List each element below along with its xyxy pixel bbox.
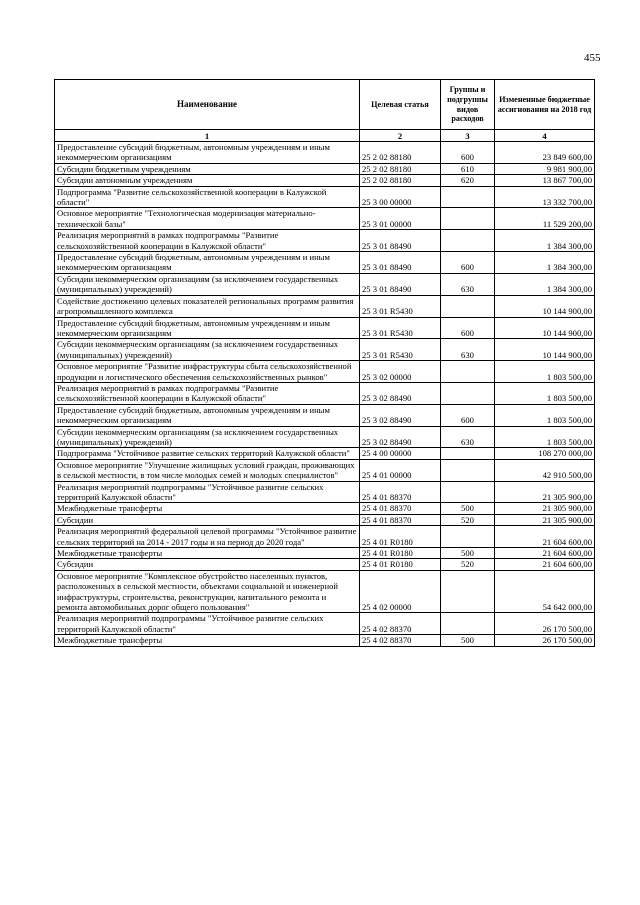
row-name: Основное мероприятие "Улучшение жилищных условий граждан, проживающих в сельской местности, в том числе молодых семей и молодых специалистов" — [55, 459, 360, 481]
header-name: Наименование — [55, 80, 360, 130]
table-row — [55, 448, 595, 459]
column-number: 2 — [360, 130, 441, 142]
row-amount: 21 604 600,00 — [495, 526, 595, 548]
row-amount: 11 529 200,00 — [495, 208, 595, 230]
row-target-article: 25 4 01 00000 — [360, 459, 441, 481]
row-target-article: 25 3 02 88490 — [360, 404, 441, 426]
row-expense-group: 600 — [441, 252, 495, 274]
row-expense-group — [441, 613, 495, 635]
table-row — [55, 404, 595, 426]
table-row — [55, 570, 595, 613]
row-target-article: 25 4 01 88370 — [360, 514, 441, 525]
row-name: Субсидии некоммерческим организациям (за исключением государственных (муниципальных) учреждений) — [55, 273, 360, 295]
row-expense-group: 520 — [441, 514, 495, 525]
row-expense-group: 500 — [441, 548, 495, 559]
row-expense-group — [441, 361, 495, 383]
table-row — [55, 295, 595, 317]
row-target-article: 25 4 01 88370 — [360, 503, 441, 514]
row-name: Реализация мероприятий подпрограммы "Устойчивое развитие сельских территорий Калужской области" — [55, 481, 360, 503]
row-amount: 23 849 600,00 — [495, 142, 595, 164]
row-name: Реализация мероприятий федеральной целевой программы "Устойчивое развитие сельских территорий на 2014 - 2017 годы и на период до 2020 года" — [55, 526, 360, 548]
table-row — [55, 186, 595, 208]
row-expense-group: 520 — [441, 559, 495, 570]
row-name: Субсидии — [55, 559, 360, 570]
row-expense-group: 610 — [441, 163, 495, 174]
row-target-article: 25 4 00 00000 — [360, 448, 441, 459]
table-row — [55, 613, 595, 635]
row-amount: 21 305 900,00 — [495, 514, 595, 525]
row-expense-group — [441, 186, 495, 208]
row-amount: 42 910 500,00 — [495, 459, 595, 481]
row-target-article: 25 3 02 88490 — [360, 382, 441, 404]
row-name: Предоставление субсидий бюджетным, автономным учреждениям и иным некоммерческим организациям — [55, 252, 360, 274]
header-target-article: Целевая статья — [360, 80, 441, 130]
row-name: Межбюджетные трансферты — [55, 548, 360, 559]
row-expense-group: 600 — [441, 404, 495, 426]
row-target-article: 25 3 01 00000 — [360, 208, 441, 230]
row-name: Предоставление субсидий бюджетным, автономным учреждениям и иным некоммерческим организациям — [55, 142, 360, 164]
table-row — [55, 317, 595, 339]
table-row — [55, 559, 595, 570]
row-target-article: 25 2 02 88180 — [360, 142, 441, 164]
row-amount: 1 384 300,00 — [495, 230, 595, 252]
column-number-row — [55, 130, 595, 142]
table-row — [55, 526, 595, 548]
table-row — [55, 175, 595, 186]
row-target-article: 25 3 02 88490 — [360, 426, 441, 448]
table-row — [55, 503, 595, 514]
row-expense-group — [441, 459, 495, 481]
row-target-article: 25 3 02 00000 — [360, 361, 441, 383]
row-target-article: 25 2 02 88180 — [360, 163, 441, 174]
row-amount: 10 144 900,00 — [495, 339, 595, 361]
row-amount: 13 332 700,00 — [495, 186, 595, 208]
row-amount: 21 604 600,00 — [495, 548, 595, 559]
row-expense-group: 630 — [441, 339, 495, 361]
header-expense-groups: Группы и подгруппы видов расходов — [441, 80, 495, 130]
row-name: Субсидии бюджетным учреждениям — [55, 163, 360, 174]
row-name: Содействие достижению целевых показателей региональных программ развития агропромышленного комплекса — [55, 295, 360, 317]
row-amount: 1 803 500,00 — [495, 426, 595, 448]
row-expense-group: 500 — [441, 635, 495, 646]
row-target-article: 25 3 01 88490 — [360, 273, 441, 295]
table-row — [55, 382, 595, 404]
page-number: 455 — [584, 52, 601, 64]
row-name: Межбюджетные трансферты — [55, 635, 360, 646]
row-target-article: 25 4 01 R0180 — [360, 548, 441, 559]
row-name: Реализация мероприятий подпрограммы "Устойчивое развитие сельских территорий Калужской области" — [55, 613, 360, 635]
row-target-article: 25 4 02 00000 — [360, 570, 441, 613]
row-amount: 1 803 500,00 — [495, 382, 595, 404]
row-target-article: 25 2 02 88180 — [360, 175, 441, 186]
row-name: Основное мероприятие "Комплексное обустройство населенных пунктов, расположенных в сельской местности, объектами социальной и инженерной инфраструктуры, строительства, реконструкции, капитального ремонта и ремонта автомобильных дорог общего пользования" — [55, 570, 360, 613]
row-expense-group — [441, 481, 495, 503]
table-row — [55, 481, 595, 503]
row-expense-group — [441, 230, 495, 252]
table-row — [55, 273, 595, 295]
row-name: Основное мероприятие "Технологическая модернизация материально-технической базы" — [55, 208, 360, 230]
table-row — [55, 208, 595, 230]
row-name: Субсидии — [55, 514, 360, 525]
table-row — [55, 548, 595, 559]
row-amount: 10 144 900,00 — [495, 317, 595, 339]
table-row — [55, 163, 595, 174]
row-amount: 1 803 500,00 — [495, 404, 595, 426]
row-expense-group: 620 — [441, 175, 495, 186]
row-target-article: 25 3 00 00000 — [360, 186, 441, 208]
table-row — [55, 339, 595, 361]
row-target-article: 25 3 01 R5430 — [360, 295, 441, 317]
row-target-article: 25 4 02 88370 — [360, 613, 441, 635]
row-name: Реализация мероприятий в рамках подпрограммы "Развитие сельскохозяйственной кооперации в Калужской области" — [55, 382, 360, 404]
row-name: Субсидии некоммерческим организациям (за исключением государственных (муниципальных) учреждений) — [55, 339, 360, 361]
table-row — [55, 230, 595, 252]
row-amount: 10 144 900,00 — [495, 295, 595, 317]
table-row — [55, 361, 595, 383]
row-name: Подпрограмма "Устойчивое развитие сельских территорий Калужской области" — [55, 448, 360, 459]
row-amount: 9 981 900,00 — [495, 163, 595, 174]
table-row — [55, 459, 595, 481]
row-expense-group: 630 — [441, 273, 495, 295]
table-row — [55, 426, 595, 448]
row-expense-group — [441, 295, 495, 317]
table-row — [55, 635, 595, 646]
row-target-article: 25 4 02 88370 — [360, 635, 441, 646]
row-expense-group — [441, 382, 495, 404]
row-amount: 54 642 000,00 — [495, 570, 595, 613]
row-amount: 26 170 500,00 — [495, 635, 595, 646]
budget-table — [54, 79, 595, 647]
table-row — [55, 142, 595, 164]
row-expense-group — [441, 208, 495, 230]
row-target-article: 25 3 01 88490 — [360, 252, 441, 274]
row-name: Основное мероприятие "Развитие инфраструктуры сбыта сельскохозяйственной продукции и логистического обеспечения сельскохозяйственных рынков" — [55, 361, 360, 383]
row-amount: 21 305 900,00 — [495, 503, 595, 514]
row-amount: 1 384 300,00 — [495, 273, 595, 295]
row-target-article: 25 3 01 R5430 — [360, 339, 441, 361]
row-expense-group: 630 — [441, 426, 495, 448]
row-amount: 1 803 500,00 — [495, 361, 595, 383]
column-number: 1 — [55, 130, 360, 142]
row-name: Субсидии некоммерческим организациям (за исключением государственных (муниципальных) учреждений) — [55, 426, 360, 448]
row-expense-group — [441, 526, 495, 548]
row-target-article: 25 3 01 88490 — [360, 230, 441, 252]
row-expense-group — [441, 448, 495, 459]
row-expense-group — [441, 570, 495, 613]
row-amount: 26 170 500,00 — [495, 613, 595, 635]
row-name: Предоставление субсидий бюджетным, автономным учреждениям и иным некоммерческим организациям — [55, 404, 360, 426]
header-row — [55, 80, 595, 130]
row-target-article: 25 3 01 R5430 — [360, 317, 441, 339]
row-amount: 108 270 000,00 — [495, 448, 595, 459]
table-row — [55, 514, 595, 525]
row-expense-group: 600 — [441, 317, 495, 339]
row-expense-group: 600 — [441, 142, 495, 164]
row-target-article: 25 4 01 88370 — [360, 481, 441, 503]
row-name: Подпрограмма "Развитие сельскохозяйственной кооперации в Калужской области" — [55, 186, 360, 208]
row-name: Субсидии автономным учреждениям — [55, 175, 360, 186]
column-number: 3 — [441, 130, 495, 142]
row-amount: 13 867 700,00 — [495, 175, 595, 186]
row-amount: 21 604 600,00 — [495, 559, 595, 570]
row-target-article: 25 4 01 R0180 — [360, 526, 441, 548]
row-expense-group: 500 — [441, 503, 495, 514]
table-body — [55, 142, 595, 647]
row-name: Предоставление субсидий бюджетным, автономным учреждениям и иным некоммерческим организациям — [55, 317, 360, 339]
column-number: 4 — [495, 130, 595, 142]
row-name: Реализация мероприятий в рамках подпрограммы "Развитие сельскохозяйственной кооперации в Калужской области" — [55, 230, 360, 252]
row-target-article: 25 4 01 R0180 — [360, 559, 441, 570]
table-row — [55, 252, 595, 274]
row-name: Межбюджетные трансферты — [55, 503, 360, 514]
header-amended-allocations: Измененные бюджетные ассигнования на 2018 год — [495, 80, 595, 130]
row-amount: 21 305 900,00 — [495, 481, 595, 503]
row-amount: 1 384 300,00 — [495, 252, 595, 274]
